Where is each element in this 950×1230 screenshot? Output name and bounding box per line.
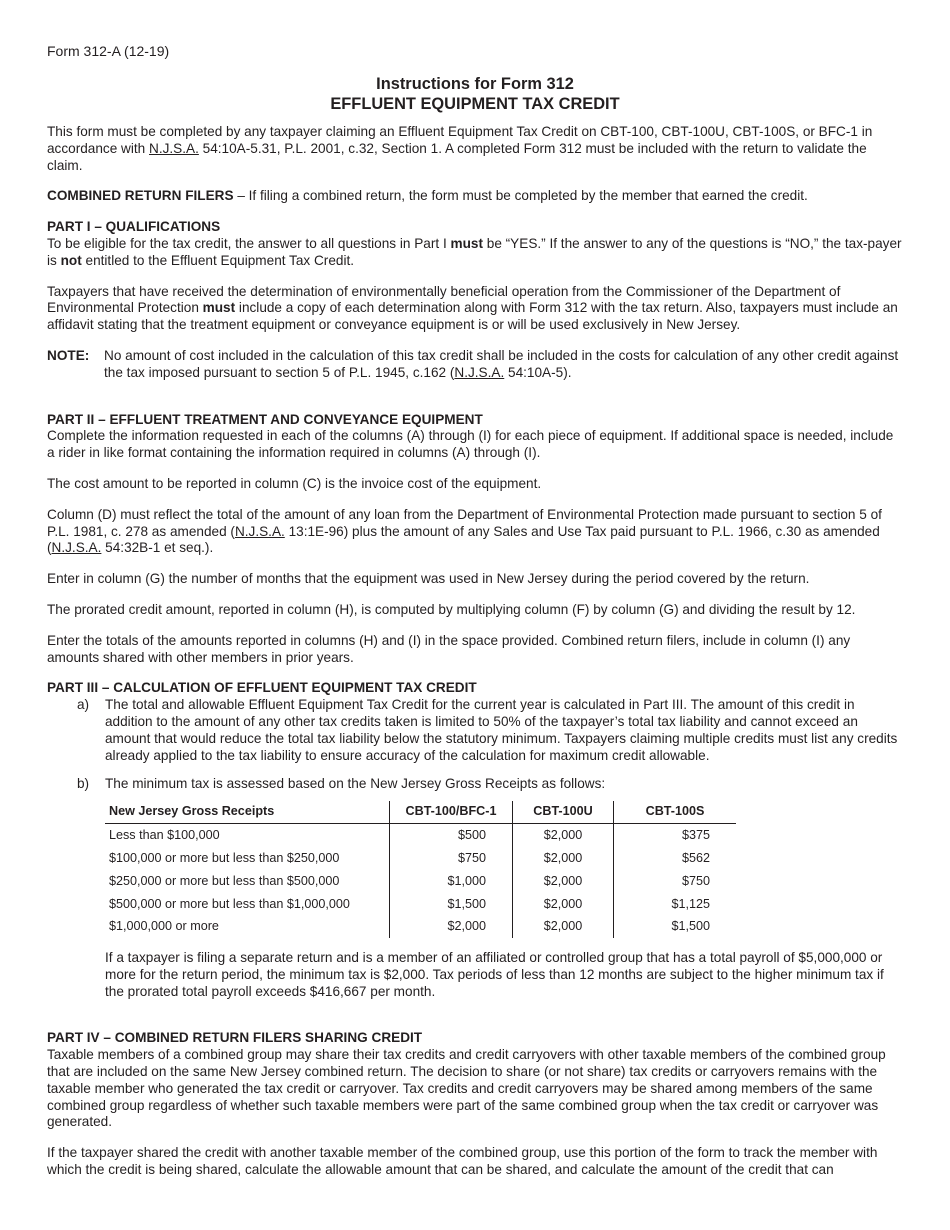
col-header-cbt100u: CBT-100U <box>513 801 614 824</box>
part-2-paragraph-1: Complete the information requested in each of the columns (A) through (I) for each piece of equipment. If additional space is needed, include a rider in like format containing the information required in columns (A) through (I). <box>47 428 894 461</box>
cell-cbt100: $750 <box>390 847 513 870</box>
col-header-cbt100s: CBT-100S <box>614 801 737 824</box>
note-text-b: 54:10A-5). <box>504 364 572 380</box>
cell-cbt100: $1,500 <box>390 893 513 916</box>
part-1-p1-must: must <box>450 235 483 251</box>
cell-receipts: $100,000 or more but less than $250,000 <box>109 850 340 865</box>
item-b-marker: b) <box>77 776 90 792</box>
item-b-text: The minimum tax is assessed based on the New Jersey Gross Receipts as follows: <box>105 776 606 792</box>
intro-text-2: 54:10A-5.31, P.L. 2001, c.32, Section 1. A completed Form 312 must be included with the return to validate the claim. <box>47 140 867 173</box>
part-2-p3-ref-2: N.J.S.A. <box>51 540 102 556</box>
intro-paragraph <box>47 124 903 174</box>
part-3-item-a <box>47 697 903 764</box>
table-row <box>105 870 736 893</box>
note-text-a: No amount of cost included in the calculation of this tax credit shall be included in the costs for calculation of any other credit against the tax imposed pursuant to section 5 of P.L. 1945, c.162 ( <box>104 347 899 380</box>
combined-filers-label: COMBINED RETURN FILERS <box>47 188 234 204</box>
part-1-p1-not: not <box>60 252 82 268</box>
form-id: Form 312-A (12-19) <box>47 43 170 59</box>
table-header-row <box>105 801 736 824</box>
col-header-cbt100-bfc1: CBT-100/BFC-1 <box>390 801 513 824</box>
title-line-1: Instructions for Form 312 <box>376 75 574 93</box>
part-3-item-b <box>47 776 903 793</box>
part-1-p2-a: Taxpayers that have received the determination of environmentally beneficial operation from the Commissioner of the Department of Environmental Protection <box>47 283 841 316</box>
intro-text-1: This form must be completed by any taxpayer claiming an Effluent Equipment Tax Credit on CBT-100, CBT-100U, CBT-100S, or BFC-1 in accordance with <box>47 124 873 156</box>
part-2-p3-c: 54:32B-1 et seq.). <box>101 540 214 556</box>
part-3-section <box>47 680 903 1000</box>
part-1-p1-e: entitled to the Effluent Equipment Tax Credit. <box>81 252 355 268</box>
col-header-gross-receipts: New Jersey Gross Receipts <box>105 801 390 824</box>
intro-statute-ref: N.J.S.A. <box>149 140 199 156</box>
part-1-section <box>47 219 903 381</box>
part-2-p3-a: Column (D) must reflect the total of the amount of any loan from the Department of Environmental Protection made pursuant to section 5 of P.L. 1981, c. 278 as amended ( <box>47 506 882 539</box>
part-2-paragraph-4: Enter in column (G) the number of months that the equipment was used in New Jersey during the period covered by the return. <box>47 571 810 587</box>
cell-cbt100u: $2,000 <box>513 824 614 847</box>
item-a-text: The total and allowable Effluent Equipment Tax Credit for the current year is calculated in Part III. The amount of this credit in addition to the amount of any other tax credits taken is limited to 50% of the taxpayer’s total tax liability and cannot exceed an amount that would reduce the total tax liability below the statutory minimum. Taxpayers claiming multiple credits must list any credits already applied to the tax liability to ensure accuracy of the calculation for maximum credit allowable. <box>105 697 898 763</box>
cell-cbt100s: $375 <box>614 824 737 847</box>
minimum-tax-table <box>105 801 736 938</box>
combined-filers-text: – If filing a combined return, the form must be completed by the member that earned the credit. <box>233 188 808 204</box>
note-statute-ref: N.J.S.A. <box>454 364 505 380</box>
note-block <box>47 348 903 382</box>
part-4-section <box>47 1030 903 1178</box>
part-1-p2-must: must <box>202 300 236 316</box>
cell-cbt100u: $2,000 <box>513 915 614 938</box>
part-2-paragraph-5: The prorated credit amount, reported in column (H), is computed by multiplying column (F) by column (G) and dividing the result by 12. <box>47 601 856 617</box>
part-2-p3-ref-1: N.J.S.A. <box>234 523 285 539</box>
part-1-p1-a: To be eligible for the tax credit, the answer to all questions in Part I <box>47 235 451 251</box>
cell-cbt100s: $1,125 <box>614 893 737 916</box>
part-3-heading: PART III – CALCULATION OF EFFLUENT EQUIPMENT TAX CREDIT <box>47 680 477 696</box>
cell-cbt100u: $2,000 <box>513 893 614 916</box>
part-2-section <box>47 412 903 667</box>
cell-cbt100u: $2,000 <box>513 870 614 893</box>
cell-receipts: Less than $100,000 <box>109 828 220 843</box>
cell-receipts: $500,000 or more but less than $1,000,000 <box>109 896 350 911</box>
note-label: NOTE: <box>47 347 90 363</box>
part-2-paragraph-6: Enter the totals of the amounts reported in columns (H) and (I) in the space provided. Combined return filers, include in column (I) any amounts shared with other members in prior years. <box>47 632 851 665</box>
part-4-heading: PART IV – COMBINED RETURN FILERS SHARING CREDIT <box>47 1030 423 1046</box>
part-4-paragraph-2: If the taxpayer shared the credit with another taxable member of the combined group, use this portion of the form to track the member with which the credit is being shared, calculate the allowable amount that can be shared, and calculate the amount of the credit that can <box>47 1145 878 1178</box>
part-1-paragraph-1 <box>47 236 903 270</box>
instructions-body <box>47 124 903 1193</box>
cell-receipts: $250,000 or more but less than $500,000 <box>109 873 340 888</box>
cell-cbt100: $2,000 <box>390 915 513 938</box>
part-1-paragraph-2 <box>47 284 903 334</box>
part-4-paragraph-1: Taxable members of a combined group may share their tax credits and credit carryovers with other taxable members of the combined group that are included on the same New Jersey combined return. The decision to share (or not share) tax credits or carryovers remains with the taxable member who generated the tax credit or carryover. Tax credits and credit carryovers may be shared among members of the same combined group regardless of whether such taxable members were part of the same combined group when the tax credit or carryover was generated. <box>47 1047 886 1130</box>
cell-cbt100s: $750 <box>614 870 737 893</box>
part-1-heading: PART I – QUALIFICATIONS <box>47 219 221 235</box>
combined-filers-paragraph <box>47 188 903 205</box>
cell-cbt100: $1,000 <box>390 870 513 893</box>
page-title <box>47 74 903 114</box>
cell-cbt100s: $562 <box>614 847 737 870</box>
table-row <box>105 847 736 870</box>
cell-cbt100s: $1,500 <box>614 915 737 938</box>
part-2-p3-b: 13:1E-96) plus the amount of any Sales and Use Tax paid pursuant to P.L. 1966, c.30 as amended ( <box>47 523 880 556</box>
cell-receipts: $1,000,000 or more <box>109 919 219 934</box>
table-row <box>105 915 736 938</box>
part-1-p2-c: include a copy of each determination along with Form 312 with the tax return. Also, taxpayers must include an affidavit stating that the treatment equipment or conveyance equipment is or will be used exclusively in New Jersey. <box>47 300 898 333</box>
part-2-paragraph-2: The cost amount to be reported in column (C) is the invoice cost of the equipment. <box>47 475 542 491</box>
note-text <box>104 348 903 382</box>
part-2-paragraph-3 <box>47 507 903 557</box>
cell-cbt100u: $2,000 <box>513 847 614 870</box>
cell-cbt100: $500 <box>390 824 513 847</box>
item-a-marker: a) <box>77 697 90 713</box>
part-2-heading: PART II – EFFLUENT TREATMENT AND CONVEYANCE EQUIPMENT <box>47 411 483 427</box>
minimum-tax-note: If a taxpayer is filing a separate return and is a member of an affiliated or controlled group that has a total payroll of $5,000,000 or more for the return period, the minimum tax is $2,000. Tax periods of less than 12 months are subject to the higher minimum tax if the prorated total payroll exceeds $416,667 per month. <box>105 950 884 999</box>
table-row <box>105 824 736 847</box>
table-row <box>105 893 736 916</box>
part-1-p1-c: be “YES.” If the answer to any of the questions is “NO,” the tax-payer is <box>47 235 902 268</box>
title-line-2: EFFLUENT EQUIPMENT TAX CREDIT <box>330 95 620 113</box>
